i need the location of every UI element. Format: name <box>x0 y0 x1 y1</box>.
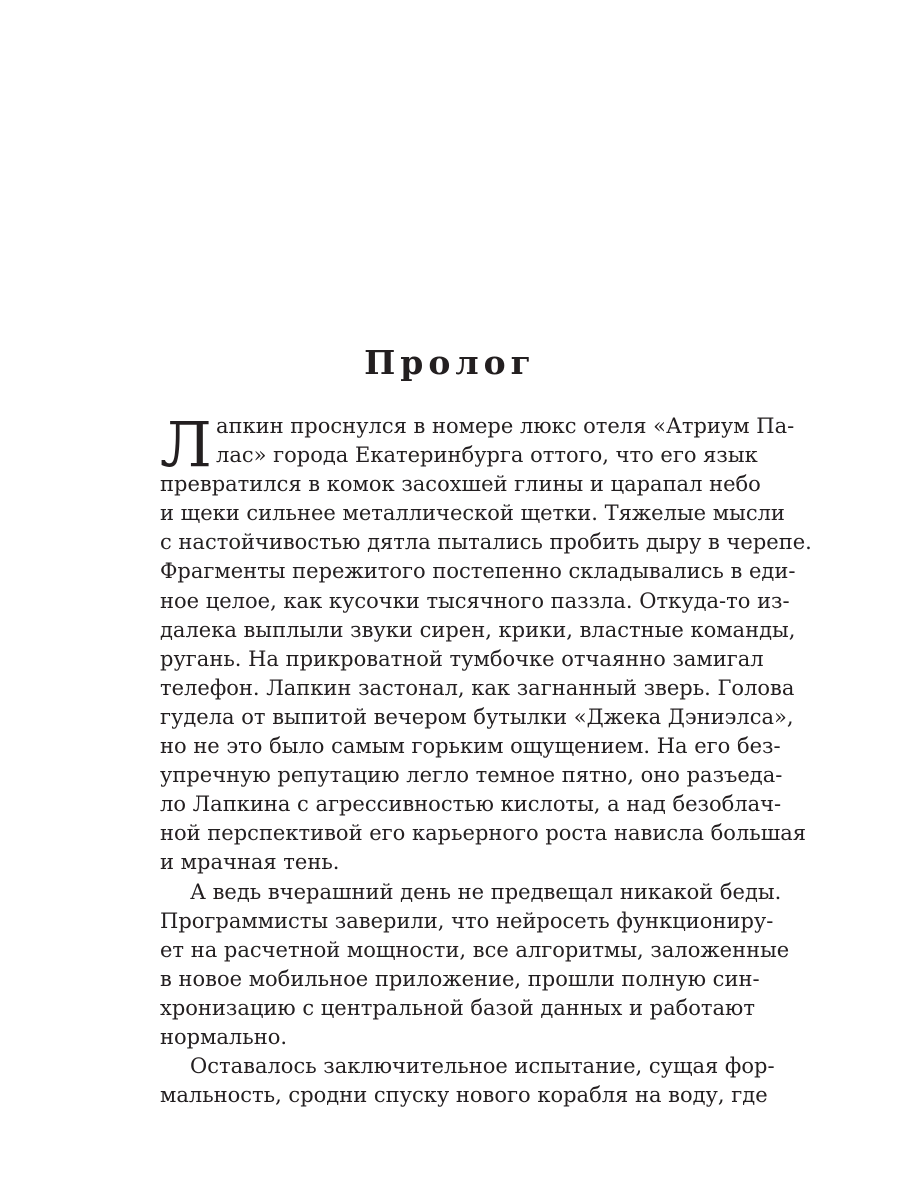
chapter-title: Пролог <box>364 343 536 382</box>
text-line: и мрачная тень. <box>160 850 340 875</box>
text-line: ное целое, как кусочки тысячного паззла. Откуда-то из- <box>160 588 790 613</box>
text-line: мальность, сродни спуску нового корабля на воду, где <box>160 1083 768 1108</box>
text-line: превратился в комок засохшей глины и царапал небо <box>160 472 761 497</box>
body-text <box>160 408 812 1110</box>
text-line: упречную репутацию легло темное пятно, оно разъеда- <box>160 763 783 788</box>
text-line: лас» города Екатеринбурга оттого, что его язык <box>216 443 758 468</box>
text-line: Программисты заверили, что нейросеть функциониру- <box>160 908 774 933</box>
text-line: но не это было самым горьким ощущением. На его без- <box>160 734 781 759</box>
text-line: нормально. <box>160 1024 288 1049</box>
text-line: телефон. Лапкин застонал, как загнанный зверь. Голова <box>160 675 795 700</box>
text-line: ругань. На прикроватной тумбочке отчаянно замигал <box>160 646 764 671</box>
text-line: далека выплыли звуки сирен, крики, властные команды, <box>160 617 796 642</box>
text-line: и щеки сильнее металлической щетки. Тяжелые мысли <box>160 501 785 526</box>
text-line: в новое мобильное приложение, прошли полную син- <box>160 966 760 991</box>
text-line: апкин проснулся в номере люкс отеля «Атриум Па- <box>216 414 795 438</box>
text-line: хронизацию с центральной базой данных и работают <box>160 995 755 1020</box>
text-line: ло Лапкина с агрессивностью кислоты, а над безоблач- <box>160 792 782 817</box>
text-line: Оставалось заключительное испытание, сущая фор- <box>190 1054 775 1079</box>
text-line: Фрагменты пережитого постепенно складывались в еди- <box>160 559 796 584</box>
text-line: гудела от выпитой вечером бутылки «Джека Дэниэлса», <box>160 704 794 729</box>
text-line: А ведь вчерашний день не предвещал никакой беды. <box>190 879 782 904</box>
text-line: ной перспективой его карьерного роста нависла большая <box>160 821 806 846</box>
text-line: ет на расчетной мощности, все алгоритмы, заложенные <box>160 937 790 962</box>
text-line: с настойчивостью дятла пытались пробить дыру в черепе. <box>160 530 812 555</box>
drop-cap: Л <box>160 408 212 481</box>
